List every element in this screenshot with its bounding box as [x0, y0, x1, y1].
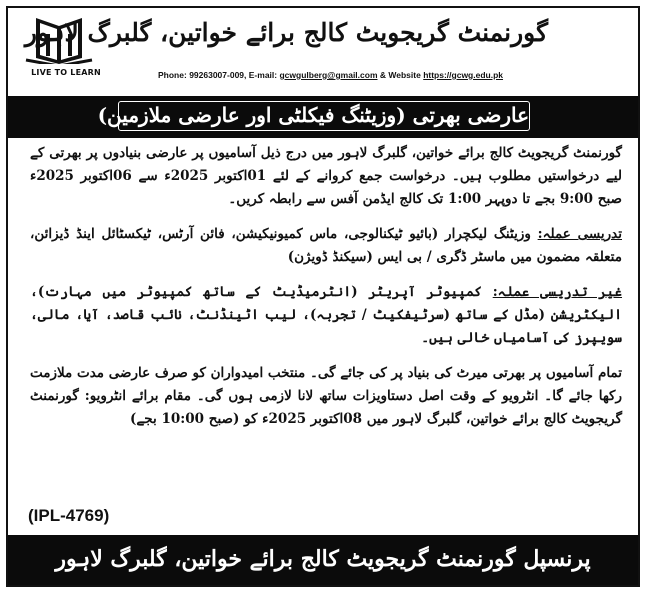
teaching-paragraph [30, 223, 622, 269]
website-label: & Website [379, 70, 421, 80]
teaching-text: وزیٹنگ لیکچرار (بائیو ٹیکنالوجی، ماس کمیونیکیشن، فائن آرٹس، ٹیکسٹائل اینڈ ڈیزائن، متعلقہ مضمون میں ماسٹر ڈگری / بی ایس (سیکنڈ ڈویژن) [30, 226, 622, 265]
teaching-label: تدریسی عملہ: [537, 226, 622, 242]
ad-body [30, 142, 622, 443]
advertisement [6, 6, 640, 587]
nonteaching-label: غیر تدریسی عملہ: [492, 284, 623, 300]
phone-label: Phone: [158, 70, 187, 80]
footer-signature: پرنسپل گورنمنٹ گریجویٹ کالج برائے خواتین، گلبرگ لاہور [8, 535, 638, 585]
reference-code: (IPL-4769) [28, 506, 110, 525]
website-link[interactable]: https://gcwg.edu.pk [423, 70, 504, 80]
header [8, 8, 638, 96]
nonteaching-paragraph [30, 281, 622, 350]
phone-number: 99263007-009 [189, 70, 245, 80]
contact-line: Phone: 99263007-009, E-mail: gcwgulberg@gmail.com & Website https://gcwg.edu.pk [158, 70, 504, 80]
ad-title: عارضی بھرتی (وزیٹنگ فیکلٹی اور عارضی ملازمین) [118, 101, 530, 131]
closing-paragraph: تمام آسامیوں پر بھرتی میرٹ کی بنیاد پر کی جائے گی۔ منتخب امیدواران کو صرف عارضی مدت ملازمت رکھا جائے گا۔ انٹرویو کے وقت اصل دستاویزات ساتھ لانا لازمی ہوں گی۔ مقام برائے انٹرویو: گورنمنٹ گریجویٹ کالج برائے خواتین، گلبرگ لاہور میں 08اکتوبر 2025ء کو (صبح 10:00 بجے) [30, 365, 622, 427]
nonteaching-text: کمپیوٹر آپریٹر (انٹرمیڈیٹ کے ساتھ کمپیوٹر میں مہارت)، الیکٹریشن (مڈل کے ساتھ (سرٹیفکیٹ / تجربہ)، لیب اٹینڈنٹ، نائب قاصد، آیا، مالی، سویپرز کی آسامیاں خالی ہیں۔ [30, 284, 622, 346]
email-link[interactable]: gcwgulberg@gmail.com [279, 70, 378, 80]
title-bar [8, 96, 638, 138]
email-label: E-mail [248, 70, 275, 80]
logo-caption: LIVE TO LEARN [31, 68, 101, 77]
intro-paragraph: گورنمنٹ گریجویٹ کالج برائے خواتین، گلبرگ لاہور میں درج ذیل آسامیوں پر عارضی بنیادوں پر بھرتی کے لیے درخواستیں مطلوب ہیں۔ درخواست جمع کروانے کے لئے 01اکتوبر 2025ء سے 06اکتوبر 2025ء صبح 9:00 بجے تا دوپہر 1:00 تک کالج ایڈمن آفس سے رابطہ کریں۔ [30, 145, 622, 207]
college-name: گورنمنٹ گریجویٹ کالج برائے خواتین، گلبرگ لاہور [24, 18, 548, 47]
